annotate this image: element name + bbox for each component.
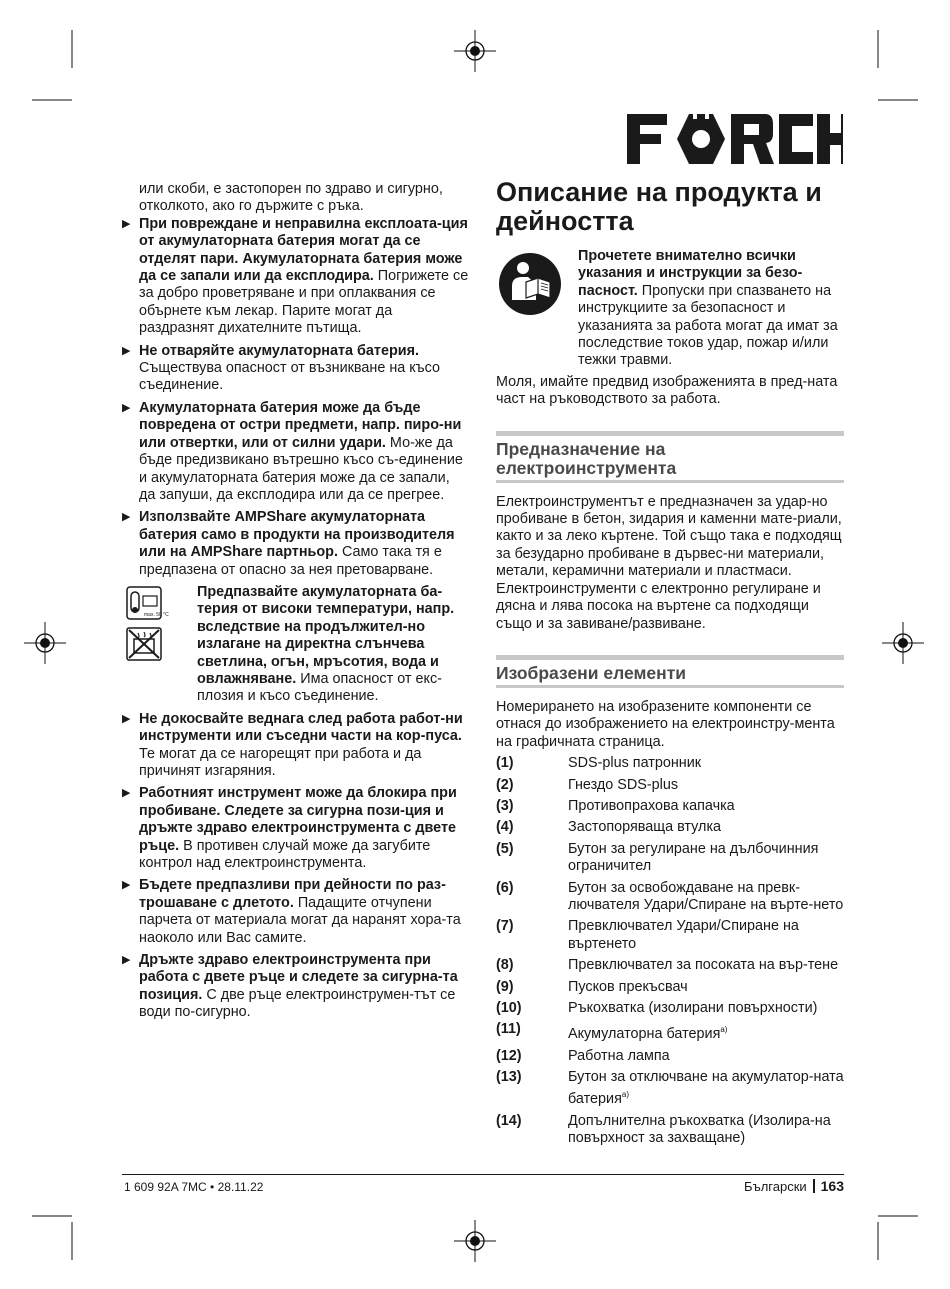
- warning-icons: [126, 586, 169, 667]
- component-label: [568, 841, 844, 876]
- bullet-bold: Не докосвайте веднага след работа работ-ни инструменти или съседни части на кор-пуса.: [139, 710, 463, 745]
- component-label: [568, 880, 844, 915]
- safety-text: Пропуски при спазването на инструкциите за безопасност и указанията за работа могат да имат за последствие токов удар, пожар и/или тежки травми.: [578, 282, 838, 369]
- footer-page-info: [744, 1178, 844, 1194]
- component-number: (4): [496, 819, 514, 836]
- component-label: [568, 798, 844, 815]
- component-item: [496, 957, 844, 974]
- component-number: (14): [496, 1112, 522, 1129]
- component-label: [568, 755, 844, 772]
- component-label: [568, 819, 844, 836]
- component-item: [496, 918, 844, 953]
- component-item: [496, 1069, 844, 1109]
- component-item: [496, 798, 844, 815]
- footnote-marker: a): [621, 1090, 629, 1100]
- component-label-text: Акумулаторна батерия: [568, 1026, 721, 1043]
- component-label: [568, 1069, 844, 1109]
- component-label-text: Застопоряваща втулка: [568, 819, 722, 836]
- safety-bullet-3: [122, 400, 470, 504]
- safety-bullet-6: [122, 785, 470, 872]
- component-label: [568, 979, 844, 996]
- bullet-bold: Акумулаторната батерия може да бъде повредена от остри предмети, напр. пиро-ни или отвертки, или от силни удари.: [139, 399, 462, 451]
- component-label-text: Бутон за регулиране на дълбочинния ограничител: [568, 840, 819, 875]
- bullet-arrow-icon: ▶: [122, 511, 131, 524]
- component-label-text: Превключвател за посоката на вър-тене: [568, 957, 839, 974]
- component-label-text: Превключвател Удари/Спиране на въртенето: [568, 918, 799, 952]
- bullet-bold: Работният инструмент може да блокира при пробиване. Следете за сигурна пози-ция и дръжте здраво електроинструмента с двете ръце.: [139, 785, 457, 854]
- footer-language: Български: [744, 1179, 807, 1194]
- component-label-text: Работна лампа: [568, 1047, 670, 1064]
- no-water-battery-icon: [126, 627, 162, 661]
- bullet-arrow-icon: ▶: [122, 401, 131, 414]
- bullet-text: Съществува опасност от възникване на късо съединение.: [139, 360, 440, 394]
- footer-doc-code: 1 609 92A 7MC • 28.11.22: [124, 1180, 264, 1194]
- component-label: [568, 957, 844, 974]
- safety-bullet-4: [122, 509, 470, 579]
- component-number: (11): [496, 1021, 521, 1038]
- component-number: (3): [496, 797, 514, 814]
- forch-logo: [627, 114, 843, 164]
- bullet-text: Те могат да се нагорещят при работа и да причинят изгаряния.: [139, 745, 422, 779]
- section-heading-components: Изобразени елементи: [496, 655, 844, 688]
- component-label-text: Бутон за отключване на акумулатор-ната батерия: [568, 1069, 844, 1108]
- safety-bold: Прочетете внимателно всички указания и инструкции за безо-пасност.: [578, 248, 803, 299]
- component-number: (5): [496, 840, 514, 857]
- page-title: Описание на продукта и дейността: [496, 177, 822, 236]
- continued-text: или скоби, е застопорен по здраво и сигурно, отколкото, ако го държите с ръка.: [139, 181, 443, 215]
- component-number: (9): [496, 978, 514, 995]
- bullet-bold: Използвайте AMPShare акумулаторната батерия само в продукти на производителя или на AMPShare партньор.: [139, 509, 455, 561]
- footnote-marker: a): [720, 1025, 728, 1035]
- component-item: [496, 777, 844, 794]
- components-intro: Номерирането на изобразените компоненти се отнася до изображението на електроинстру-мента на графичната страница.: [496, 698, 835, 750]
- warning-text: Има опасност от екс-плозия и късо съединение.: [197, 670, 442, 705]
- component-label-text: Противопрахова капачка: [568, 797, 735, 814]
- component-number: (13): [496, 1069, 522, 1086]
- note-text: Моля, имайте предвид изображенията в пред-ната част на ръководството за работа.: [496, 373, 838, 408]
- component-label-text: SDS-plus патронник: [568, 755, 702, 772]
- component-item: [496, 1021, 844, 1043]
- bullet-text: В противен случай може да загубите контрол над електроинструмента.: [139, 837, 431, 872]
- component-item: [496, 880, 844, 915]
- component-item: [496, 755, 844, 772]
- component-label-text: Допълнителна ръкохватка (Изолира-на повърхност за захващане): [568, 1112, 831, 1147]
- bullet-arrow-icon: ▶: [122, 712, 131, 725]
- bullet-arrow-icon: ▶: [122, 879, 131, 892]
- component-label: [568, 1000, 844, 1017]
- component-number: (2): [496, 776, 514, 793]
- components-list: [496, 755, 844, 1147]
- safety-bullet-8: [122, 952, 470, 1022]
- read-manual-icon: [498, 252, 562, 316]
- bullet-text: Погрижете се за добро проветряване и при оплаквания се обърнете към лекар. Парите могат да раздразнят дихателните пътища.: [139, 268, 469, 337]
- component-number: (6): [496, 879, 514, 896]
- footer-rule: [122, 1174, 844, 1175]
- bullet-text: С две ръце електроинструмен-тът се води по-сигурно.: [139, 986, 456, 1021]
- component-label-text: Пусков прекъсвач: [568, 978, 688, 995]
- bullet-text: Само така тя е предпазена от опасно за нея претоварване.: [139, 544, 442, 578]
- component-number: (1): [496, 755, 514, 772]
- bullet-text: Падащите отчупени парчета от материала могат да наранят хора-та наоколо или Вас самите.: [139, 894, 461, 946]
- intended-use-text: Електроинструментът е предназначен за удар-но пробиване в бетон, зидария и каменни мате-риали, както и за леко къртене. Той също така е подходящ за безударно пробиване в дървес-ни материали, метали, керамични материали и пластмаси. Електроинструменти с електронно регулиране и дясна и лява посока на въртене са подходящи също и за завиване/развиване.: [496, 493, 842, 632]
- component-label: [568, 1048, 844, 1065]
- bullet-arrow-icon: ▶: [122, 954, 131, 967]
- component-item: [496, 979, 844, 996]
- safety-bullet-1: [122, 216, 470, 338]
- component-item: [496, 819, 844, 836]
- bullet-bold: Дръжте здраво електроинструмента при работа с двете ръце и следете за сигурна-та позиция.: [139, 952, 458, 1003]
- bullet-arrow-icon: ▶: [122, 344, 131, 357]
- right-column: [496, 178, 844, 1151]
- safety-bullet-5: [122, 711, 470, 781]
- component-label-text: Гнездо SDS-plus: [568, 776, 679, 793]
- temperature-warning: [122, 584, 470, 706]
- component-label: [568, 1113, 844, 1148]
- component-number: (8): [496, 957, 514, 974]
- bullet-arrow-icon: ▶: [122, 217, 131, 230]
- component-number: (12): [496, 1047, 522, 1064]
- bullet-bold: Бъдете предпазливи при дейности по раз-трошаване с длетото.: [139, 877, 446, 911]
- page-number: 163: [820, 1178, 844, 1194]
- thermometer-battery-icon: [126, 586, 169, 620]
- bullet-arrow-icon: ▶: [122, 787, 131, 800]
- svg-text:max. 50 °C: max. 50 °C: [144, 611, 169, 618]
- component-label-text: Бутон за освобождаване на превк-лючвателя Удари/Спиране на върте-нето: [568, 879, 844, 913]
- safety-bullet-7: [122, 877, 470, 947]
- safety-bullet-2: [122, 343, 470, 395]
- warning-bold: Предпазвайте акумулаторната ба-терия от високи температури, напр. вследствие на продължител-но излагане на директна слънчева светлина, огън, мръсотия, вода и овлажняване.: [197, 583, 455, 687]
- read-instructions-warning: [496, 248, 844, 370]
- component-item: [496, 1048, 844, 1065]
- component-label-text: Ръкохватка (изолирани повърхности): [568, 1000, 818, 1016]
- bullet-bold: При повреждане и неправилна експлоата-ция от акумулаторната батерия могат да се отделят пари. Акумулаторната батерия може да се запали или да експлодира.: [139, 215, 468, 285]
- component-number: (7): [496, 918, 514, 935]
- component-item: [496, 841, 844, 876]
- component-label: [568, 918, 844, 953]
- component-item: [496, 1000, 844, 1017]
- component-item: [496, 1113, 844, 1148]
- bullet-bold: Не отваряйте акумулаторната батерия.: [139, 342, 420, 359]
- component-number: (10): [496, 1000, 522, 1016]
- component-label: [568, 777, 844, 794]
- bullet-text: Мо-же да бъде предизвикано вътрешно късо съ-единение и акумулаторната батерия може да се запали, да запуши, да експлодира или да се прегрее.: [139, 434, 463, 503]
- component-label: [568, 1021, 844, 1043]
- footer-separator: [813, 1179, 815, 1193]
- left-column: [122, 181, 470, 1027]
- section-heading-intended-use: Предназначение на електроинструмента: [496, 431, 844, 483]
